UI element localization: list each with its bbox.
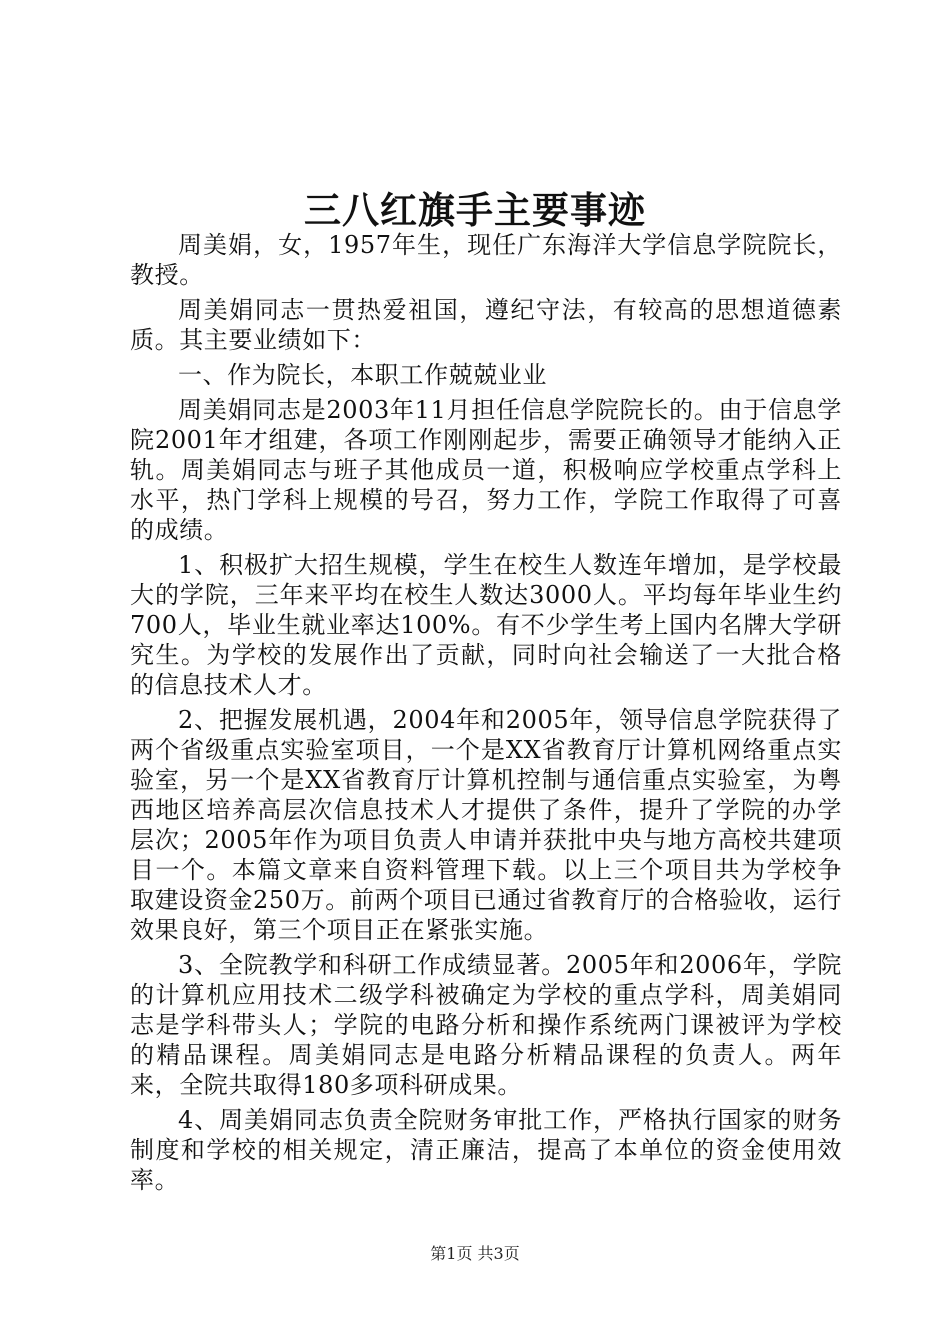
paragraph-item-1: 1、积极扩大招生规模，学生在校生人数连年增加，是学校最大的学院，三年来平均在校生人数达3000人。平均每年毕业生约700人，毕业生就业率达100%。有不少学生考上国内名牌大学研究生。为学校的发展作出了贡献，同时向社会输送了一大批合格的信息技术人才。 (130, 551, 842, 699)
document-title: 三八红旗手主要事迹 (304, 188, 646, 232)
page-number-footer: 第1页 共3页 (430, 1244, 520, 1263)
paragraph-item-4: 4、周美娟同志负责全院财务审批工作，严格执行国家的财务制度和学校的相关规定，清正廉洁，提高了本单位的资金使用效率。 (130, 1106, 842, 1194)
section-heading: 一、作为院长，本职工作兢兢业业 (178, 361, 547, 389)
paragraph-overview: 周美娟同志是2003年11月担任信息学院院长的。由于信息学院2001年才组建，各项工作刚刚起步，需要正确领导才能纳入正轨。周美娟同志与班子其他成员一道，积极响应学校重点学科上水平，热门学科上规模的号召，努力工作，学院工作取得了可喜的成绩。 (130, 396, 842, 544)
paragraph-item-2: 2、把握发展机遇，2004年和2005年，领导信息学院获得了两个省级重点实验室项目，一个是XX省教育厅计算机网络重点实验室，另一个是XX省教育厅计算机控制与通信重点实验室，为粤西地区培养高层次信息技术人才提供了条件，提升了学院的办学层次；2005年作为项目负责人申请并获批中央与地方高校共建项目一个。本篇文章来自资料管理下载。以上三个项目共为学校争取建设资金250万。前两个项目已通过省教育厅的合格验收，运行效果良好，第三个项目正在紧张实施。 (130, 706, 842, 944)
paragraph-intro: 周美娟，女，1957年生，现任广东海洋大学信息学院院长，教授。 (130, 231, 842, 289)
document-body (130, 230, 842, 1195)
paragraph-item-3: 3、全院教学和科研工作成绩显著。2005年和2006年，学院的计算机应用技术二级学科被确定为学校的重点学科，周美娟同志是学科带头人；学院的电路分析和操作系统两门课被评为学校的精品课程。周美娟同志是电路分析精品课程的负责人。两年来，全院共取得180多项科研成果。 (130, 951, 842, 1099)
paragraph-character: 周美娟同志一贯热爱祖国，遵纪守法，有较高的思想道德素质。其主要业绩如下： (130, 296, 842, 354)
